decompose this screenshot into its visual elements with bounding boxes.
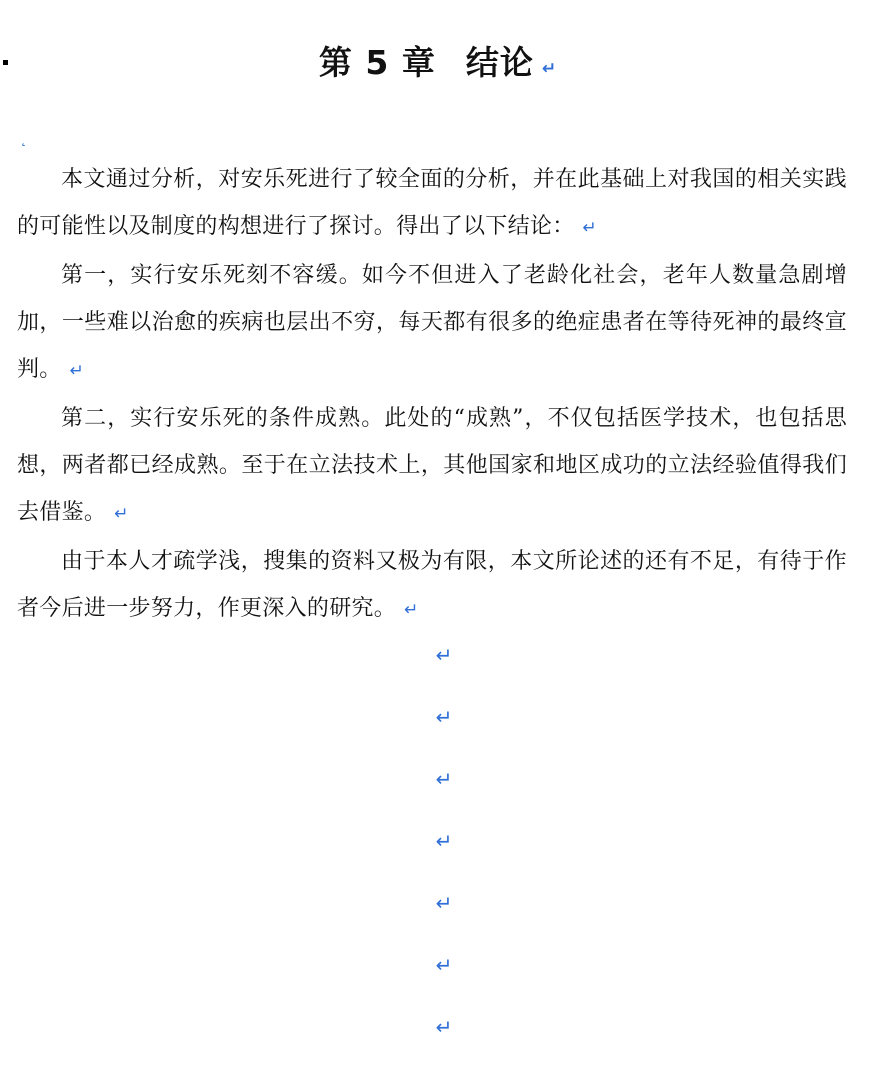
chapter-title: 结论 xyxy=(465,43,534,82)
body-text xyxy=(17,156,847,634)
chapter-number: 第 5 章 xyxy=(318,43,436,82)
empty-paragraph-mark-icon: ↵ xyxy=(435,953,453,977)
empty-paragraph-mark-icon: ↵ xyxy=(435,829,453,853)
chapter-heading xyxy=(0,38,876,94)
empty-paragraph-mark-icon: ↵ xyxy=(435,891,453,915)
paragraph-mark-icon: ↵ xyxy=(541,59,558,79)
corner-mark-icon: ˛ xyxy=(20,131,27,147)
empty-paragraph-mark-icon: ↵ xyxy=(435,1015,453,1039)
paragraph-mark-icon: ↵ xyxy=(582,218,598,238)
paragraph-3-text: 第二，实行安乐死的条件成熟。此处的“成熟”，不仅包括医学技术，也包括思想，两者都已经成熟。至于在立法技术上，其他国家和地区成功的立法经验值得我们去借鉴。 xyxy=(17,406,847,525)
paragraph-2-text: 第一，实行安乐死刻不容缓。如今不但进入了老龄化社会，老年人数量急剧增加，一些难以治愈的疾病也层出不穷，每天都有很多的绝症患者在等待死神的最终宣判。 xyxy=(17,263,847,382)
paragraph-1-text: 本文通过分析，对安乐死进行了较全面的分析，并在此基础上对我国的相关实践的可能性以及制度的构想进行了探讨。得出了以下结论： xyxy=(17,167,847,239)
paragraph-1 xyxy=(17,156,847,252)
empty-paragraph-mark-icon: ↵ xyxy=(435,767,453,791)
paragraph-4-text: 由于本人才疏学浅，搜集的资料又极为有限，本文所论述的还有不足，有待于作者今后进一步努力，作更深入的研究。 xyxy=(17,549,847,621)
paragraph-3 xyxy=(17,395,847,538)
paragraph-mark-icon: ↵ xyxy=(69,361,85,381)
paragraph-2 xyxy=(17,252,847,395)
empty-paragraph-mark-icon: ↵ xyxy=(435,705,453,729)
empty-paragraph-mark-icon: ↵ xyxy=(435,643,453,667)
paragraph-4 xyxy=(17,538,847,634)
empty-paragraphs xyxy=(0,640,876,1074)
paragraph-mark-icon: ↵ xyxy=(404,600,419,620)
paragraph-mark-icon: ↵ xyxy=(114,504,129,524)
